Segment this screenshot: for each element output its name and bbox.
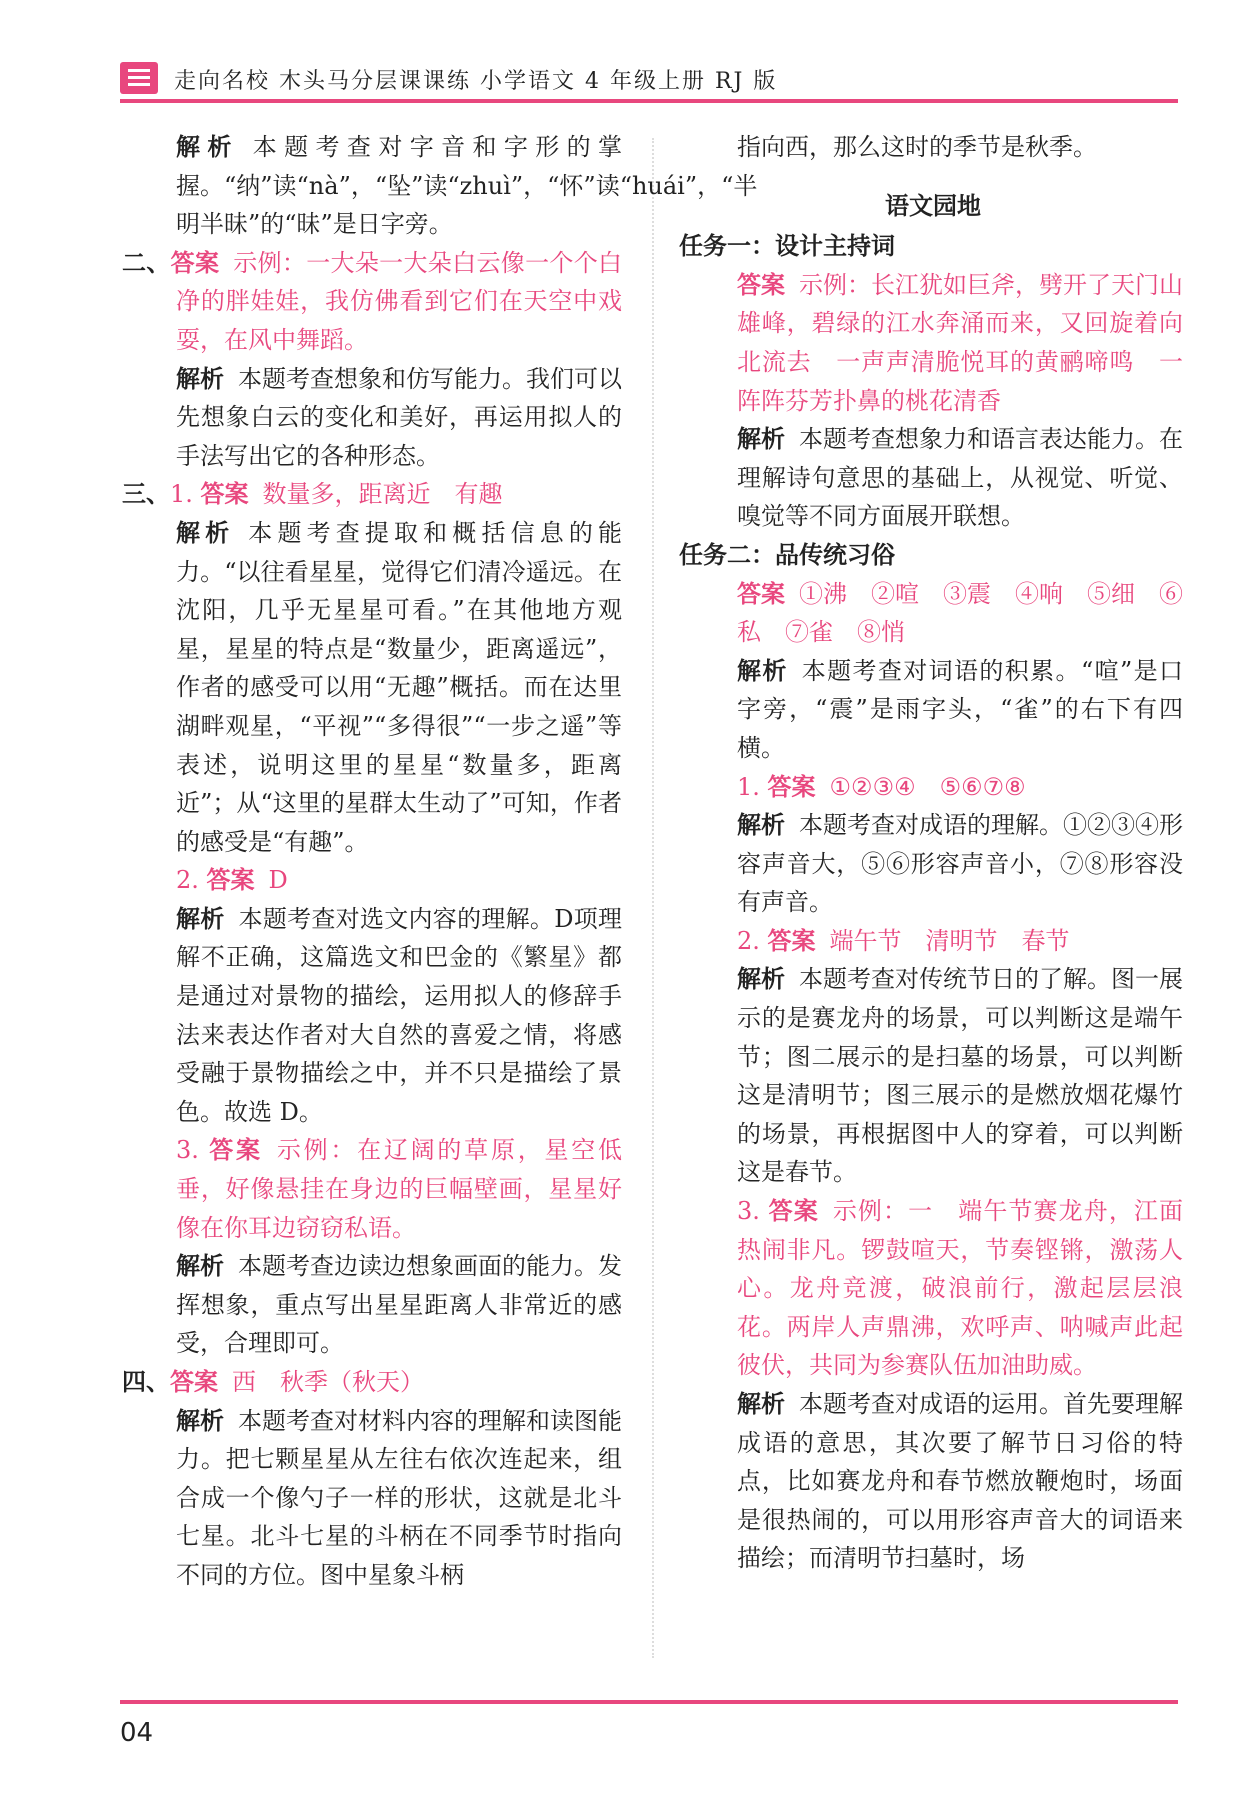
answer-text: 示例：一 端午节赛龙舟，江面热闹非凡。锣鼓喧天，节奏铿锵，激荡人心。龙舟竞渡，破浪前行，激起层层浪花。两岸人声鼎沸，欢呼声、呐喊声此起彼伏，共同为参赛队伍加油助威。 [737,1197,1184,1380]
answer-paragraph [122,1131,622,1247]
analysis-text: 本题考查对成语的运用。首先要理解成语的意思，其次要了解节日习俗的特点，比如赛龙舟和春节燃放鞭炮时，场面是很热闹的，可以用形容声音大的词语来描绘；而清明节扫墓时，场 [737,1390,1183,1573]
task-heading [679,227,1183,266]
answer-text: 端午节 清明节 春节 [829,926,1070,955]
answer-label: 答案 [200,479,249,509]
analysis-text: 本题考查对选文内容的理解。D项理解不正确，这篇选文和巴金的《繁星》都是通过对景物的描绘，运用拟人的修辞手法来表达作者对大自然的喜爱之情，将感受融于景物描绘之中，并不只是描绘了景色。故选 D。 [176,904,622,1126]
analysis-paragraph [122,514,622,861]
analysis-label: 解析 [176,1405,224,1435]
answer-label: 答案 [209,1135,263,1165]
answer-label: 答案 [767,771,816,801]
analysis-text: 本题考查想象和仿写能力。我们可以先想象白云的变化和美好，再运用拟人的手法写出它的各种形态。 [176,364,622,470]
answer-paragraph [122,861,622,900]
continued-text [683,128,1183,167]
task-heading-text: 任务一：设计主持词 [679,232,895,261]
column-divider [652,138,654,1658]
analysis-label: 解析 [176,517,235,547]
section-title [683,187,1183,226]
answer-text: ①沸 ②喧 ③震 ④响 ⑤细 ⑥私 ⑦雀 ⑧悄 [737,579,1183,647]
analysis-paragraph [683,960,1183,1192]
continued-text-content: 指向西，那么这时的季节是秋季。 [737,133,1097,161]
analysis-text: 本题考查对传统节日的了解。图一展示的是赛龙舟的场景，可以判断这是端午节；图二展示的是扫墓的场景，可以判断这是清明节；图三展示的是燃放烟花爆竹的场景，再根据图中人的穿着，可以判断这是春节。 [737,965,1183,1187]
analysis-label: 解析 [176,132,239,161]
page-header [120,58,1178,98]
analysis-paragraph [122,1247,622,1363]
analysis-paragraph [683,806,1183,922]
footer-rule [120,1700,1178,1704]
right-column [679,128,1184,1578]
answer-label: 答案 [737,578,785,608]
analysis-label: 解析 [176,1251,224,1281]
answer-label: 答案 [737,269,785,299]
question-number: 四、 [122,1368,170,1396]
answer-label: 答案 [768,1196,819,1226]
analysis-label: 解析 [737,810,785,840]
analysis-label: 解析 [737,1389,785,1418]
analysis-label: 解析 [737,964,785,994]
analysis-text: 本题考查对词语的积累。“喧”是口字旁，“震”是雨字头，“雀”的右下有四横。 [737,656,1183,762]
left-column [122,128,758,1595]
sub-question-number: 3. [176,1136,210,1165]
answer-label: 答案 [170,1367,218,1396]
analysis-text: 本题考查想象力和语言表达能力。在理解诗句意思的基础上，从视觉、听觉、嗅觉等不同方面展开联想。 [737,425,1183,531]
answer-paragraph [122,475,622,514]
section-title-text: 语文园地 [885,191,981,220]
sub-question-number: 1. [737,772,768,801]
analysis-text: 本题考查对字音和字形的掌握。“纳”读“nà”，“坠”读“zhuì”，“怀”读“huái”，“半明半昧”的“昧”是日字旁。 [176,133,758,239]
answer-text: 示例：一大朵一大朵白云像一个个白净的胖娃娃，我仿佛看到它们在天空中戏耍，在风中舞蹈。 [176,248,623,354]
analysis-paragraph [122,360,622,476]
analysis-label: 解析 [176,363,224,393]
answer-text: D [268,866,288,895]
question-number: 三、 [122,480,170,509]
answer-label: 答案 [170,247,220,277]
analysis-text: 本题考查对成语的理解。①②③④形容声音大，⑤⑥形容声音小，⑦⑧形容没有声音。 [737,811,1183,917]
analysis-text: 本题考查对材料内容的理解和读图能力。把七颗星星从左往右依次连起来，组合成一个像勺子一样的形状，这就是北斗七星。北斗七星的斗柄在不同季节时指向不同的方位。图中星象斗柄 [176,1406,622,1589]
analysis-label: 解析 [737,424,785,454]
sub-question-number: 2. [176,866,207,895]
answer-text: 西 秋季（秋天） [232,1368,424,1396]
analysis-label: 解析 [737,655,788,685]
answer-text: 数量多，距离近 有趣 [262,480,503,509]
answer-paragraph [683,575,1183,652]
answer-paragraph [683,768,1183,807]
answer-text: 示例：长江犹如巨斧，劈开了天门山雄峰，碧绿的江水奔涌而来，又回旋着向北流去 一声声清脆悦耳的黄鹂啼鸣 一阵阵芬芳扑鼻的桃花清香 [737,270,1183,415]
page-number: 04 [120,1718,154,1748]
analysis-paragraph [683,1385,1183,1578]
analysis-text: 本题考查提取和概括信息的能力。“以往看星星，觉得它们清冷遥远。在沈阳，几乎无星星可看。”在其他地方观星，星星的特点是“数量少，距离遥远”，作者的感受可以用“无趣”概括。而在达里湖畔观星，“平视”“多得很”“一步之遥”等表述，说明这里的星星“数量多，距离近”；从“这里的星群太生动了”可知，作者的感受是“有趣”。 [176,518,623,856]
answer-paragraph [683,266,1183,420]
sub-question-number: 3. [737,1197,769,1226]
analysis-text: 本题考查边读边想象画面的能力。发挥想象，重点写出星星距离人非常近的感受，合理即可。 [176,1252,622,1358]
answer-paragraph [683,922,1183,961]
answer-label: 答案 [767,925,816,955]
analysis-paragraph [122,1402,622,1595]
header-title: 走向名校 木头马分层课课练 小学语文 4 年级上册 RJ 版 [174,69,778,94]
answer-text: 示例：在辽阔的草原，星空低垂，好像悬挂在身边的巨幅壁画，星星好像在你耳边窃窃私语。 [176,1136,623,1242]
header-rule [120,99,1178,103]
analysis-paragraph [683,420,1183,536]
question-number: 二、 [122,248,171,277]
answer-paragraph [683,1192,1183,1385]
task-heading [679,536,1183,575]
book-icon [120,62,158,94]
analysis-paragraph [683,652,1183,768]
analysis-paragraph [122,900,622,1132]
answer-text: ①②③④ ⑤⑥⑦⑧ [829,772,1026,801]
analysis-label: 解析 [176,903,225,933]
sub-question-number: 1. [170,480,201,509]
task-heading-text: 任务二：品传统习俗 [679,540,895,569]
analysis-paragraph [122,128,758,244]
sub-question-number: 2. [737,926,768,955]
answer-label: 答案 [206,865,255,895]
answer-paragraph [122,244,622,360]
answer-paragraph [122,1363,622,1402]
